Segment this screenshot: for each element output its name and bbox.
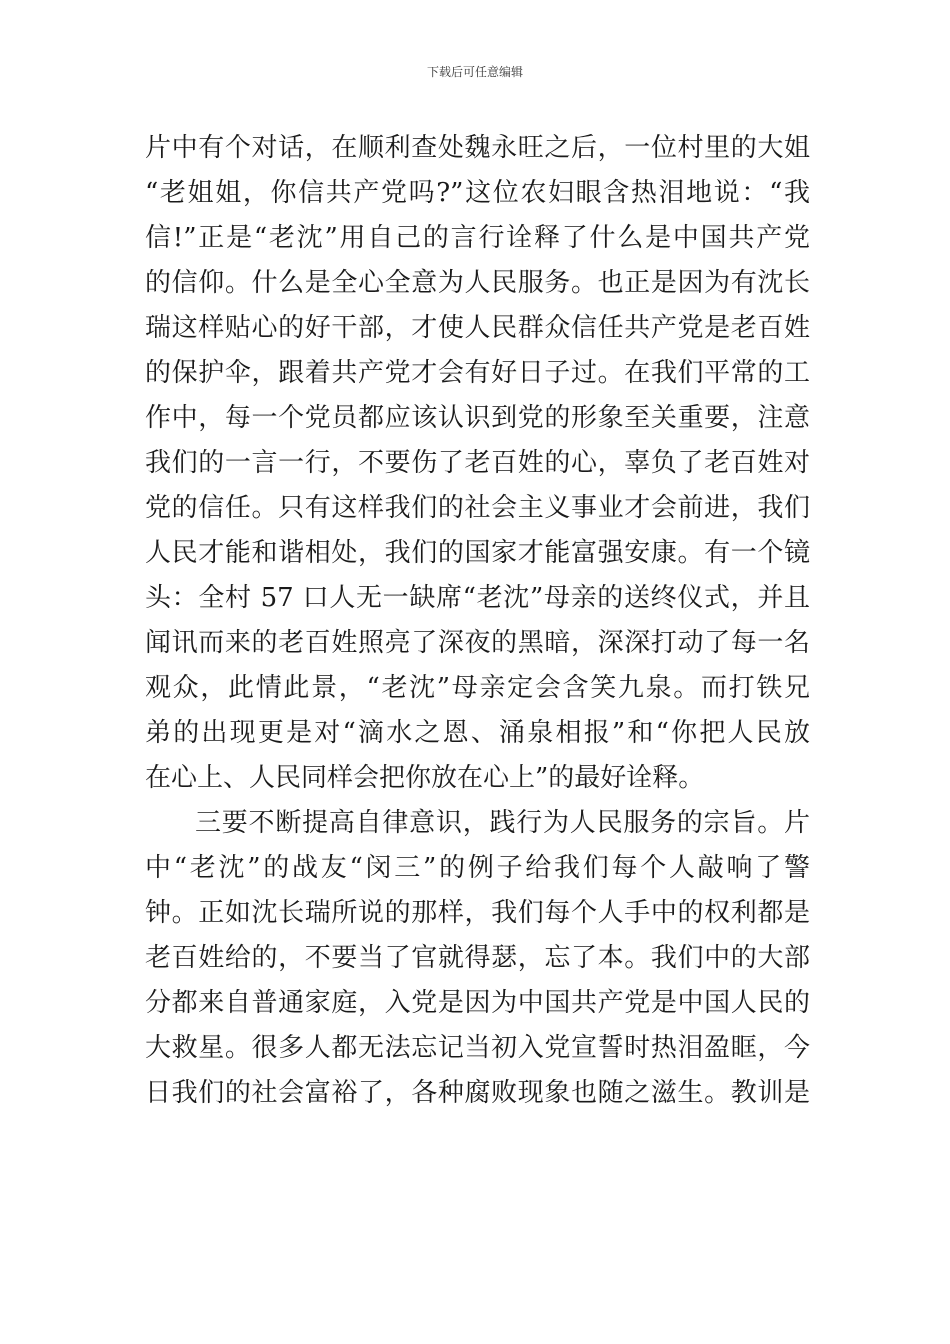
text-line: 我们的一言一行，不要伤了老百姓的心，辜负了老百姓对: [145, 448, 810, 478]
document-body: [145, 126, 810, 1116]
text-line: 老百姓给的，不要当了官就得瑟，忘了本。我们中的大部: [145, 943, 810, 973]
text-line: 观众，此情此景，“老沈”母亲定会含笑九泉。而打铁兄: [145, 673, 810, 703]
text-line: 弟的出现更是对“滴水之恩、涌泉相报”和“你把人民放: [145, 718, 810, 748]
text-line: 的保护伞，跟着共产党才会有好日子过。在我们平常的工: [145, 358, 810, 388]
text-line: 中“老沈”的战友“闵三”的例子给我们每个人敲响了警: [145, 853, 810, 883]
text-line: 头：全村 57 口人无一缺席“老沈”母亲的送终仪式，并且: [145, 583, 810, 613]
text-line: 大救星。很多人都无法忘记当初入党宣誓时热泪盈眶，今: [145, 1033, 810, 1063]
text-line: 分都来自普通家庭，入党是因为中国共产党是中国人民的: [145, 988, 810, 1018]
text-line: 党的信任。只有这样我们的社会主义事业才会前进，我们: [145, 493, 810, 523]
page-header: 下载后可任意编辑: [426, 65, 523, 79]
text-line: 钟。正如沈长瑞所说的那样，我们每个人手中的权利都是: [145, 898, 810, 928]
paragraph-1: [145, 126, 810, 801]
text-line: 人民才能和谐相处，我们的国家才能富强安康。有一个镜: [145, 538, 810, 568]
text-line: 片中有个对话，在顺利查处魏永旺之后，一位村里的大姐: [145, 133, 810, 163]
text-line-last: 在心上、人民同样会把你放在心上”的最好诠释。: [145, 763, 705, 793]
text-line-first: 三要不断提高自律意识，践行为人民服务的宗旨。片: [195, 808, 810, 838]
text-line: 的信仰。什么是全心全意为人民服务。也正是因为有沈长: [145, 268, 810, 298]
text-line: 日我们的社会富裕了，各种腐败现象也随之滋生。教训是: [145, 1078, 810, 1108]
text-line: 闻讯而来的老百姓照亮了深夜的黑暗，深深打动了每一名: [145, 628, 810, 658]
text-line: 作中，每一个党员都应该认识到党的形象至关重要，注意: [145, 403, 810, 433]
text-line: 瑞这样贴心的好干部，才使人民群众信任共产党是老百姓: [145, 313, 810, 343]
text-line: 信!”正是“老沈”用自己的言行诠释了什么是中国共产党: [145, 223, 810, 253]
paragraph-2: [145, 801, 810, 1116]
text-line: “老姐姐，你信共产党吗?”这位农妇眼含热泪地说：“我: [145, 178, 810, 208]
